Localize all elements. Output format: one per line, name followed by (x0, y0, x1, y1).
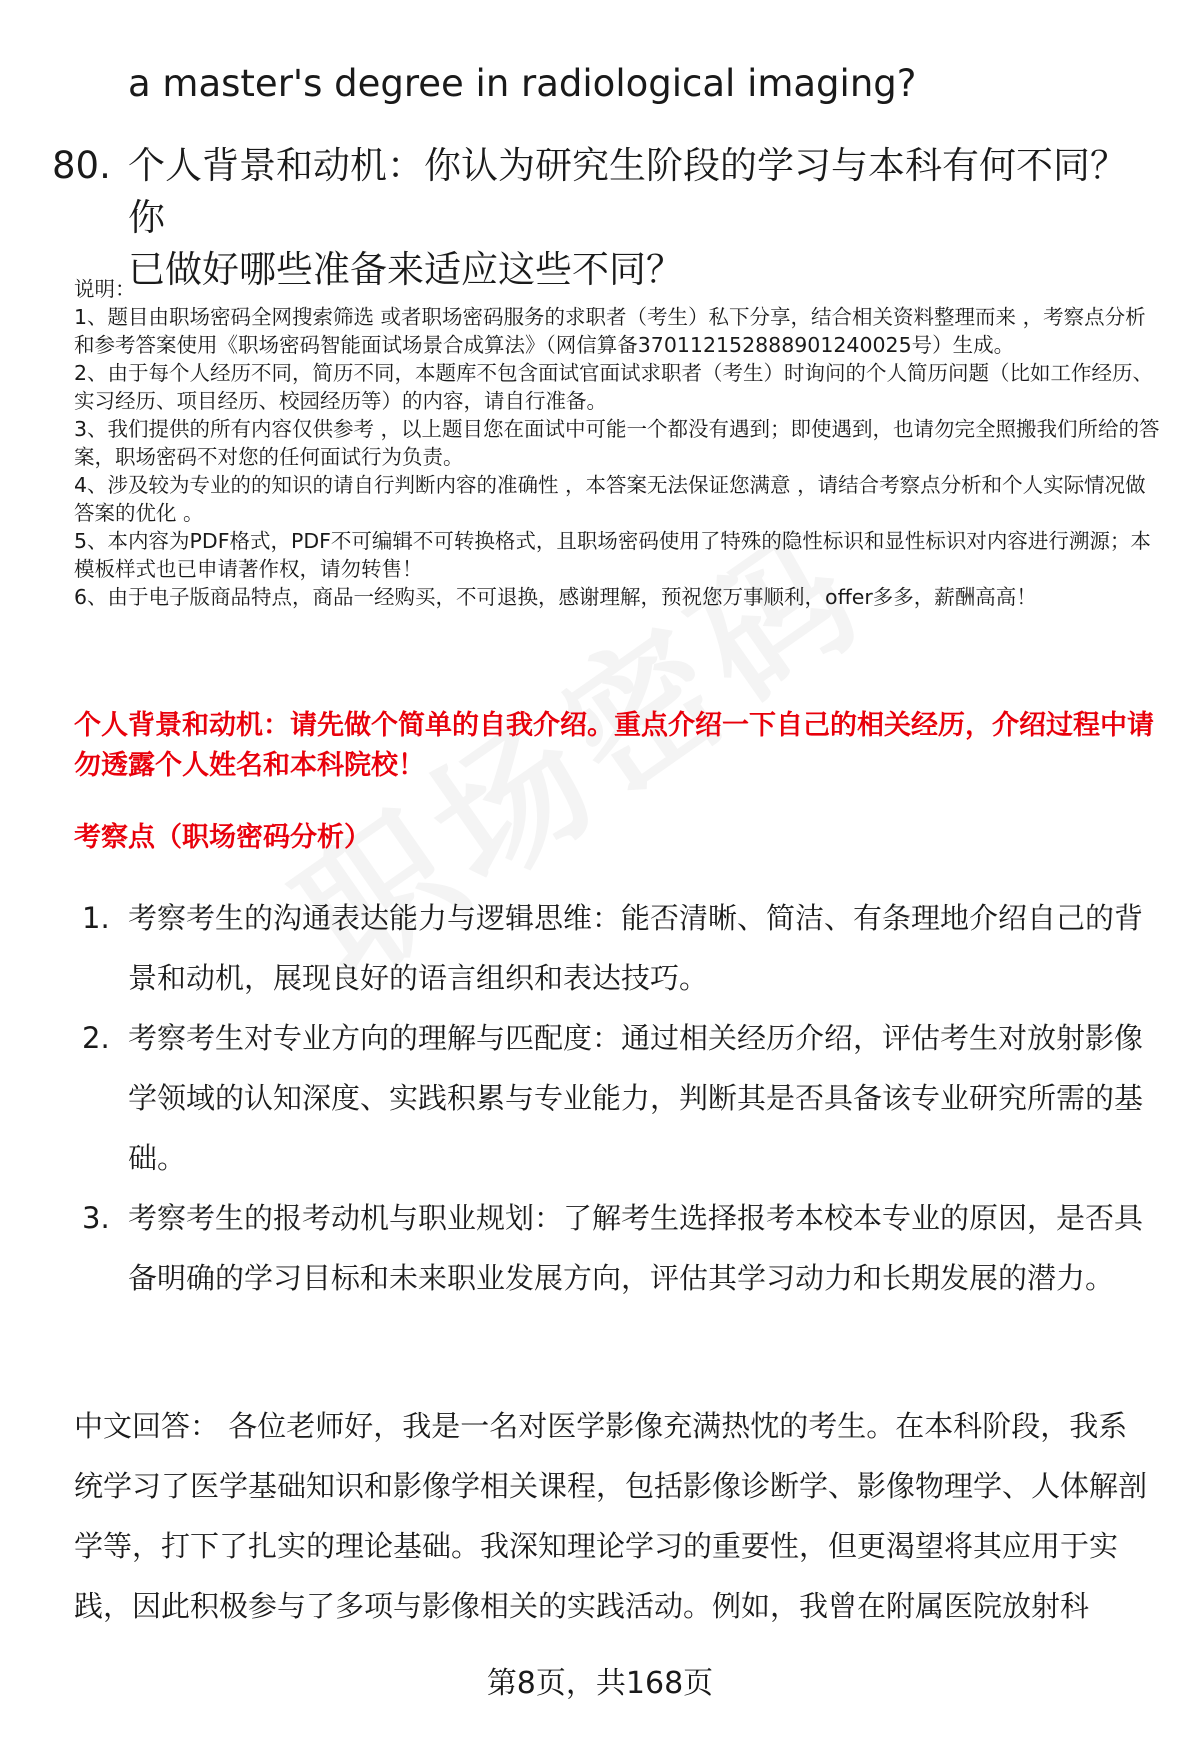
point-text: 考察考生的沟通表达能力与逻辑思维：能否清晰、简洁、有条理地介绍自己的背景和动机，展现良好的语言组织和表达技巧。 (128, 901, 1144, 995)
chinese-answer: 中文回答： 各位老师好，我是一名对医学影像充满热忱的考生。在本科阶段，我系统学习了医学基础知识和影像学相关课程，包括影像诊断学、影像物理学、人体解剖学等，打下了扎实的理论基础。我深知理论学习的重要性，但更渴望将其应用于实践，因此积极参与了多项与影像相关的实践活动。例如，我曾在附属医院放射科 (74, 1409, 1148, 1623)
point-text: 考察考生对专业方向的理解与匹配度：通过相关经历介绍，评估考生对放射影像学领域的认知深度、实践积累与专业能力，判断其是否具备该专业研究所需的基础。 (128, 1021, 1144, 1175)
analysis-point (82, 1008, 1162, 1188)
question-continuation: a master's degree in radiological imaging? (128, 62, 917, 105)
question-80 (52, 140, 1162, 296)
note-item: 5、本内容为PDF格式，PDF不可编辑不可转换格式，且职场密码使用了特殊的隐性标识和显性标识对内容进行溯源；本模板样式也已申请著作权，请勿转售！ (74, 529, 1151, 581)
note-item: 2、由于每个人经历不同，简历不同，本题库不包含面试官面试求职者（考生）时询问的个人简历问题（比如工作经历、实习经历、项目经历、校园经历等）的内容，请自行准备。 (74, 361, 1154, 413)
analysis-title: 考察点（职场密码分析） (74, 822, 371, 853)
point-number: 1. (82, 901, 110, 935)
question-number: 80. (52, 144, 111, 187)
point-number: 3. (82, 1201, 110, 1235)
note-item: 3、我们提供的所有内容仅供参考 ，以上题目您在面试中可能一个都没有遇到；即使遇到，也请勿完全照搬我们所给的答案，职场密码不对您的任何面试行为负责。 (74, 417, 1160, 469)
point-text: 考察考生的报考动机与职业规划：了解考生选择报考本校本专业的原因，是否具备明确的学习目标和未来职业发展方向，评估其学习动力和长期发展的潜力。 (128, 1201, 1144, 1295)
notes-block (74, 275, 1164, 611)
notes-title: 说明： (74, 277, 136, 301)
note-item: 6、由于电子版商品特点，商品一经购买，不可退换，感谢理解，预祝您万事顺利，offer多多，薪酬高高！ (74, 585, 1037, 609)
question-text-line: 已做好哪些准备来适应这些不同？ (128, 248, 683, 291)
analysis-points (82, 888, 1162, 1308)
section-heading: 个人背景和动机：请先做个简单的自我介绍。重点介绍一下自己的相关经历，介绍过程中请勿透露个人姓名和本科院校！ (74, 710, 1154, 781)
page-footer: 第8页，共168页 (486, 1666, 714, 1701)
question-text (128, 140, 1148, 296)
point-number: 2. (82, 1021, 110, 1055)
question-text-line: 个人背景和动机：你认为研究生阶段的学习与本科有何不同？你 (128, 144, 1127, 239)
note-item: 4、涉及较为专业的的知识的请自行判断内容的准确性 ，本答案无法保证您满意 ，请结合考察点分析和个人实际情况做答案的优化 。 (74, 473, 1146, 525)
analysis-point (82, 1188, 1162, 1308)
note-item: 1、题目由职场密码全网搜索筛选 或者职场密码服务的求职者（考生）私下分享，结合相关资料整理而来 ，考察点分析和参考答案使用《职场密码智能面试场景合成算法》（网信算备370112152888901240025号）生成。 (74, 305, 1146, 357)
analysis-point (82, 888, 1162, 1008)
